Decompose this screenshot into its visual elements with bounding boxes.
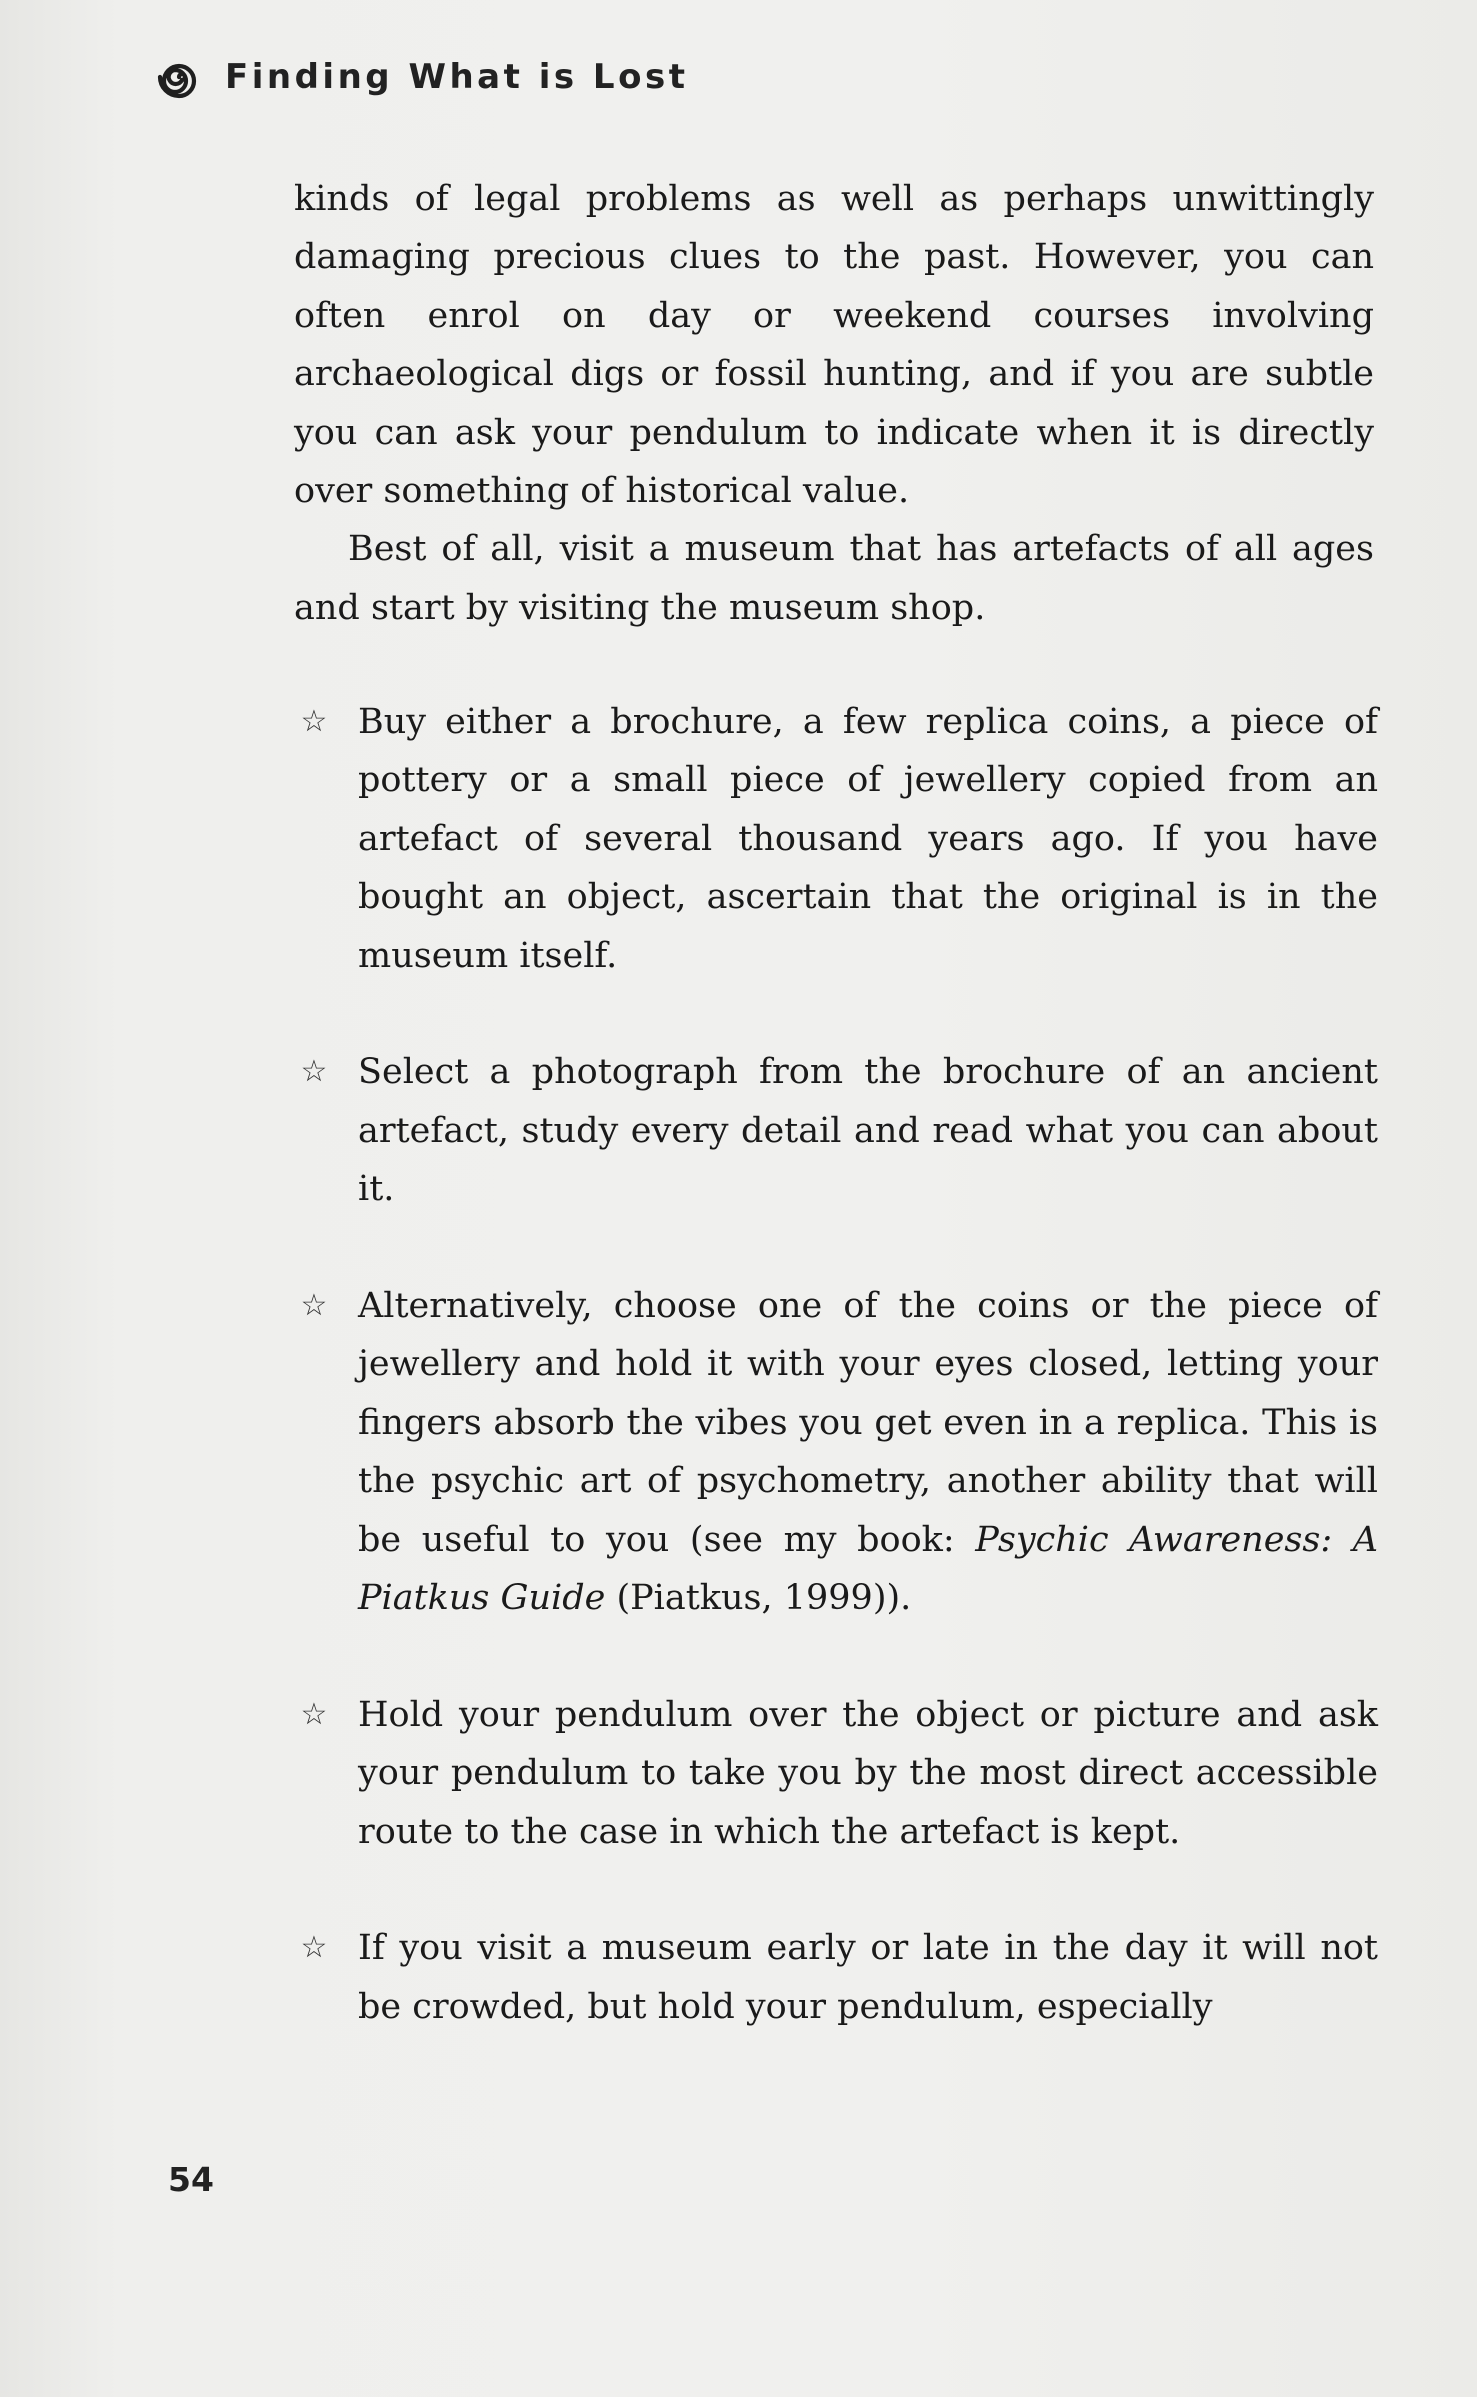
list-item-text-part: (Piatkus, 1999)). bbox=[605, 1578, 912, 1619]
paragraph-continuation: kinds of legal problems as well as perhaps unwittingly damaging precious clues to the past. However, you can often enrol on day or weekend courses involving archaeological digs or fossil hunting, and if you are subtle you can ask your pendulum to indicate when it is directly over something of historical value. bbox=[294, 179, 1374, 512]
list-item bbox=[294, 1043, 1378, 1218]
spiral-icon bbox=[155, 53, 203, 101]
star-bullet-icon: ☆ bbox=[300, 1696, 328, 1732]
star-bullet-icon: ☆ bbox=[300, 1288, 328, 1324]
paragraph-museum: Best of all, visit a museum that has artefacts of all ages and start by visiting the museum shop. bbox=[294, 529, 1374, 628]
book-title: Psychic Awareness: A Piatkus Guide bbox=[358, 1519, 1378, 1619]
list-item-text: Buy either a brochure, a few replica coins, a piece of pottery or a small piece of jewellery copied from an artefact of several thousand years ago. If you have bought an object, ascertain that the original is in the museum itself. bbox=[358, 702, 1378, 976]
list-item bbox=[294, 1686, 1378, 1861]
star-bullet-icon: ☆ bbox=[300, 704, 328, 739]
list-item-text: If you visit a museum early or late in the day it will not be crowded, but hold your pendulum, especially bbox=[358, 1928, 1378, 2027]
star-bullet-icon: ☆ bbox=[300, 1054, 328, 1090]
list-item bbox=[294, 1277, 1378, 1627]
list-item bbox=[294, 1919, 1378, 2036]
star-bullet-icon: ☆ bbox=[300, 1930, 328, 1966]
bullet-list bbox=[294, 693, 1378, 2095]
list-item-text bbox=[358, 1277, 1378, 1627]
running-head bbox=[155, 52, 688, 102]
list-item-text: Select a photograph from the brochure of an ancient artefact, study every detail and read what you can about it. bbox=[358, 1052, 1378, 1210]
list-item-text-part: Alternatively, choose one of the coins or the piece of jewellery and hold it with your eyes closed, letting your fingers absorb the vibes you get even in a replica. This is the psychic art of psychometry, another ability that will be useful to you (see my book: bbox=[358, 1286, 1378, 1560]
intro-text bbox=[294, 170, 1374, 637]
list-item-text: Hold your pendulum over the object or picture and ask your pendulum to take you by the most direct accessible route to the case in which the artefact is kept. bbox=[358, 1694, 1378, 1852]
page-number: 54 bbox=[168, 2160, 214, 2199]
list-item bbox=[294, 693, 1378, 985]
running-head-title: Finding What is Lost bbox=[225, 57, 689, 97]
